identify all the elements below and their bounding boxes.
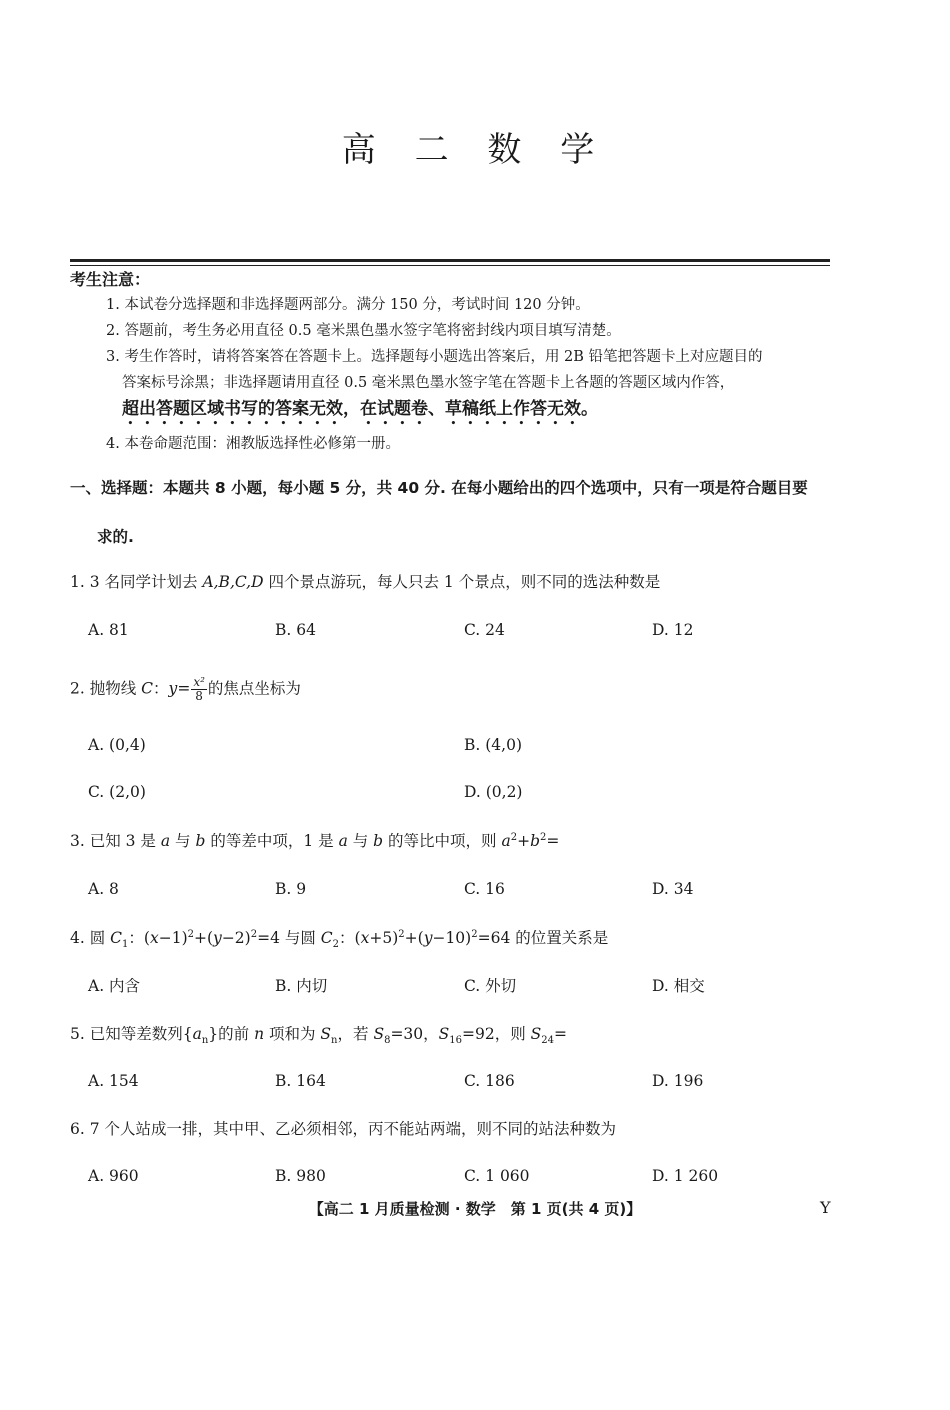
q3-b3: b	[530, 832, 541, 850]
q3-option-d: D. 34	[652, 880, 694, 898]
q2-frac-den: 8	[195, 689, 203, 703]
notice-heading: 考生注意：	[70, 270, 151, 289]
q3-option-c: C. 16	[464, 880, 505, 898]
q3-t4: 与	[347, 832, 374, 850]
notice-item-4: 4. 本卷命题范围：湘教版选择性必修第一册。	[106, 436, 400, 452]
q5-t6: =92，则	[462, 1025, 531, 1043]
q1-option-d: D. 12	[652, 621, 694, 639]
q5-S16-sub: 16	[449, 1035, 463, 1047]
q2-option-b: B. (4,0)	[464, 736, 522, 754]
q2-curve: C	[141, 679, 154, 698]
q3-t5: 的等比中项，则	[383, 832, 502, 850]
q5-S16: S	[438, 1025, 450, 1043]
question-2	[70, 676, 301, 703]
q4-x1: x	[149, 929, 159, 947]
q5-t3: 项和为	[264, 1025, 321, 1043]
q5-S8-sub: 8	[384, 1035, 391, 1047]
page-footer: 【高二 1 月质量检测 · 数学 第 1 页(共 4 页)】	[308, 1200, 642, 1218]
q6-option-c: C. 1 060	[464, 1167, 530, 1185]
q2-colon: ：	[153, 679, 169, 698]
q5-t1: 5. 已知等差数列{	[70, 1025, 193, 1043]
q4-e1d: −2)	[221, 929, 251, 947]
notice-item-1: 1. 本试卷分选择题和非选择题两部分。满分 150 分，考试时间 120 分钟。	[106, 297, 590, 313]
q4-y2: y	[423, 929, 433, 947]
q5-an-sub: n	[201, 1035, 209, 1047]
q6-option-b: B. 980	[275, 1167, 326, 1185]
question-5	[70, 1022, 567, 1046]
q2-option-c: C. (2,0)	[88, 783, 146, 801]
q5-S-sub: n	[331, 1035, 338, 1047]
q3-b1: b	[195, 832, 206, 850]
q5-t4: ，若	[337, 1025, 374, 1043]
notice-item-2: 2. 答题前，考生务必用直径 0.5 毫米黑色墨水签字笔将密封线内项目填写清楚。	[106, 323, 621, 339]
q2-fraction	[191, 676, 207, 703]
q4-x2: x	[360, 929, 370, 947]
q1-option-b: B. 64	[275, 621, 316, 639]
q4-e2e: =64 的位置关系是	[477, 929, 609, 947]
q1-vars: A,B,C,D	[202, 573, 264, 591]
q3-t3: 的等差中项，1 是	[205, 832, 339, 850]
q5-n: n	[254, 1025, 265, 1043]
q5-S24: S	[530, 1025, 542, 1043]
q3-option-a: A. 8	[88, 880, 119, 898]
q1-text-pre: 1. 3 名同学计划去	[70, 573, 203, 591]
question-1	[70, 570, 660, 594]
q3-a1: a	[160, 832, 171, 850]
question-3: 3. 已知 3 是 a 与 b 的等差中项，1 是 a 与 b 的等比中项，则 $a^2+b^2=$	[70, 831, 560, 850]
q2-option-d: D. (0,2)	[464, 783, 523, 801]
q3-t2: 与	[170, 832, 196, 850]
q5-t2: }的前	[208, 1025, 255, 1043]
q4-e1e: =4 与圆	[257, 929, 321, 947]
notice-item-3-cont: 答案标号涂黑；非选择题请用直径 0.5 毫米黑色墨水签字笔在答题卡上各题的答题区域内作答，	[122, 375, 735, 391]
q2-option-a: A. (0,4)	[88, 736, 146, 754]
notice-item-3: 3. 考生作答时，请将答案答在答题卡上。选择题每小题选出答案后，用 2B 铅笔把答题卡上对应题目的	[106, 349, 763, 365]
question-4: 4. 圆 $C_1$：$(x-1)^2+(y-2)^2=4$ 与圆 $C_2$：$(x+5)^2+(y-10)^2=64$ 的位置关系是	[70, 928, 609, 951]
q4-e2d: −10)	[432, 929, 472, 947]
q2-eq: =	[177, 679, 191, 698]
q4-c2-sub: 2	[332, 939, 340, 951]
q2-frac-num: x²	[193, 675, 205, 689]
q3-plus: +	[517, 832, 531, 850]
q2-y: y	[168, 679, 178, 698]
q4-t1: 4. 圆	[70, 929, 111, 947]
q4-option-c: C. 外切	[464, 977, 517, 995]
q4-c1-sub: 1	[122, 939, 129, 951]
q1-option-a: A. 81	[88, 621, 129, 639]
q6-option-a: A. 960	[88, 1167, 139, 1185]
q4-c2: C	[320, 929, 333, 947]
q5-S8: S	[373, 1025, 385, 1043]
q3-a2: a	[338, 832, 348, 850]
header-rule-thin	[70, 265, 830, 266]
q1-option-c: C. 24	[464, 621, 505, 639]
notice-emphasis	[70, 396, 840, 429]
q4-option-d: D. 相交	[652, 977, 705, 995]
q4-e2a: ：(	[339, 929, 361, 947]
q6-option-d: D. 1 260	[652, 1167, 719, 1185]
q4-e1c: +(	[194, 929, 214, 947]
q3-eq: =	[546, 832, 560, 850]
candidate-notice	[70, 268, 840, 457]
section-heading: 一、选择题：本题共 8 小题，每小题 5 分，共 40 分. 在每小题给出的四个选项中，只有一项是符合题目要	[70, 479, 808, 497]
q5-option-b: B. 164	[275, 1072, 326, 1090]
q3-a3: a	[501, 832, 511, 850]
q5-an: a	[192, 1025, 202, 1043]
q2-text-post: 的焦点坐标为	[207, 679, 301, 698]
q4-e1b: −1)	[158, 929, 188, 947]
q2-text-pre: 2. 抛物线	[70, 679, 142, 698]
q3-b2: b	[373, 832, 384, 850]
q5-t7: =	[554, 1025, 568, 1043]
q3-t1: 3. 已知 3 是	[70, 832, 161, 850]
corner-mark: Y	[820, 1198, 831, 1217]
q4-e2c: +(	[404, 929, 424, 947]
q5-option-a: A. 154	[88, 1072, 139, 1090]
q5-S24-sub: 24	[541, 1035, 555, 1047]
q5-option-d: D. 196	[652, 1072, 704, 1090]
q3-option-b: B. 9	[275, 880, 307, 898]
q5-t5: =30，	[390, 1025, 439, 1043]
question-6: 6. 7 个人站成一排，其中甲、乙必须相邻，丙不能站两端，则不同的站法种数为	[70, 1120, 617, 1138]
notice-emphasis-text: 超出答题区域书写的答案无效，在试题卷、草稿纸上作答无效。	[122, 399, 598, 419]
q5-option-c: C. 186	[464, 1072, 515, 1090]
q4-option-a: A. 内含	[88, 977, 141, 995]
q1-text-post: 四个景点游玩，每人只去 1 个景点，则不同的选法种数是	[263, 573, 661, 591]
q4-y1: y	[213, 929, 222, 947]
q4-option-b: B. 内切	[275, 977, 328, 995]
header-rule-thick	[70, 259, 830, 262]
q4-c1: C	[110, 929, 123, 947]
q5-S: S	[320, 1025, 332, 1043]
q4-e1a: ：(	[128, 929, 150, 947]
q4-e2b: +5)	[369, 929, 399, 947]
page-title: 高 二 数 学	[341, 130, 609, 170]
section-heading-cont: 求的.	[97, 528, 134, 546]
